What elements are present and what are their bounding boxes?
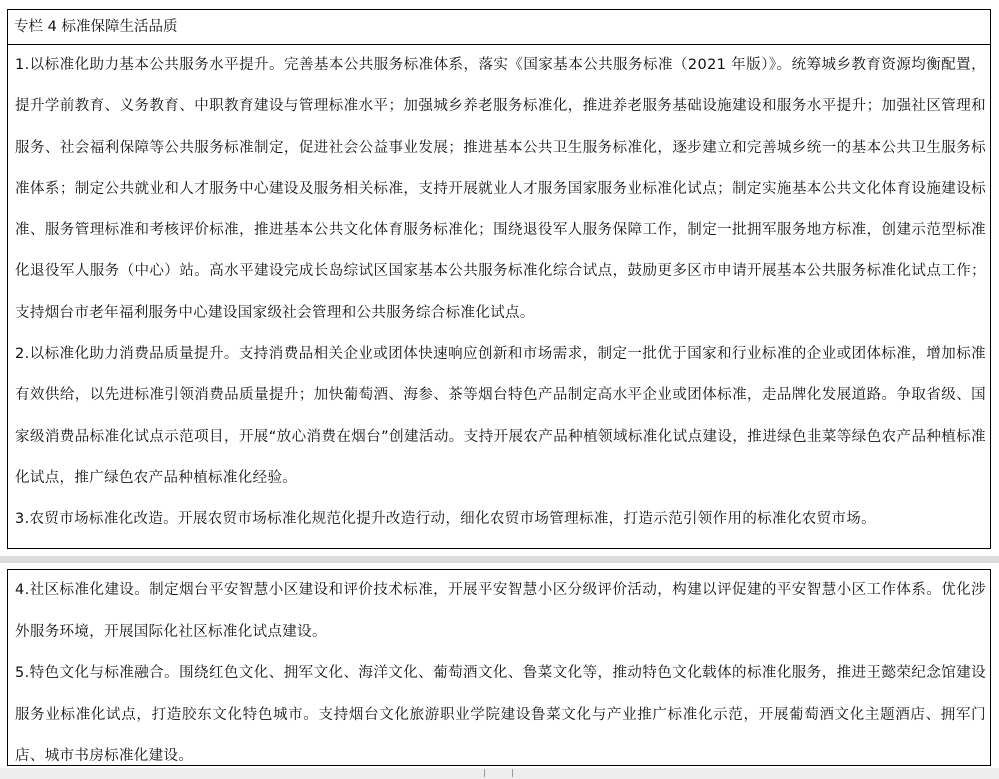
paragraph-4: 4.社区标准化建设。制定烟台平安智慧小区建设和评价技术标准，开展平安智慧小区分级评价活动，构建以评促建的平安智慧小区工作体系。优化涉外服务环境，开展国际化社区标准化试点建设。 [15, 582, 986, 640]
ruler-tick [512, 769, 513, 777]
column-box-title: 专栏 4 标准保障生活品质 [8, 10, 990, 45]
column-box-frame [7, 9, 991, 549]
column-box-body [8, 45, 990, 541]
column-box-frame-continued [7, 569, 991, 766]
column-box-body-continued [8, 570, 990, 778]
paragraph-2: 2.以标准化助力消费品质量提升。支持消费品相关企业或团体快速响应创新和市场需求，制定一批优于国家和行业标准的企业或团体标准，增加标准有效供给，以先进标准引领消费品质量提升；加快葡萄酒、海参、茶等烟台特色产品制定高水平企业或团体标准，走品牌化发展道路。争取省级、国家级消费品标准化试点示范项目，开展“放心消费在烟台”创建活动。支持开展农产品种植领域标准化试点建设，推进绿色韭菜等绿色农产品种植标准化试点，推广绿色农产品种植标准化经验。 [15, 346, 986, 486]
paragraph-5: 5.特色文化与标准融合。围绕红色文化、拥军文化、海洋文化、葡萄酒文化、鲁菜文化等，推动特色文化载体的标准化服务，推进王懿荣纪念馆建设服务业标准化试点，打造胶东文化特色城市。支持烟台文化旅游职业学院建设鲁菜文化与产业推广标准化示范，开展葡萄酒文化主题酒店、拥军门店、城市书房标准化建设。 [15, 665, 986, 764]
page-break-gap [0, 556, 999, 563]
paragraph-3: 3.农贸市场标准化改造。开展农贸市场标准化规范化提升改造行动，细化农贸市场管理标准，打造示范引领作用的标准化农贸市场。 [15, 511, 876, 528]
document-page-2 [0, 563, 999, 768]
paragraph-1: 1.以标准化助力基本公共服务水平提升。完善基本公共服务标准体系，落实《国家基本公共服务标准（2021 年版）》。统筹城乡教育资源均衡配置，提升学前教育、义务教育、中职教育建设与管理标准水平；加强城乡养老服务标准化，推进养老服务基础设施建设和服务水平提升；加强社区管理和服务、社会福利保障等公共服务标准制定，促进社会公益事业发展；推进基本公共卫生服务标准化，逐步建立和完善城乡统一的基本公共卫生服务标准体系；制定公共就业和人才服务中心建设及服务相关标准，支持开展就业人才服务国家服务业标准化试点；制定实施基本公共文化体育设施建设标准、服务管理标准和考核评价标准，推进基本公共文化体育服务标准化；围绕退役军人服务保障工作，制定一批拥军服务地方标准，创建示范型标准化退役军人服务（中心）站。高水平建设完成长岛综试区国家基本公共服务标准化综合试点，鼓励更多区市申请开展基本公共服务标准化试点工作；支持烟台市老年福利服务中心建设国家级社会管理和公共服务综合标准化试点。 [15, 57, 986, 321]
ruler-tick [484, 769, 485, 777]
page-bottom-margin [0, 768, 999, 779]
